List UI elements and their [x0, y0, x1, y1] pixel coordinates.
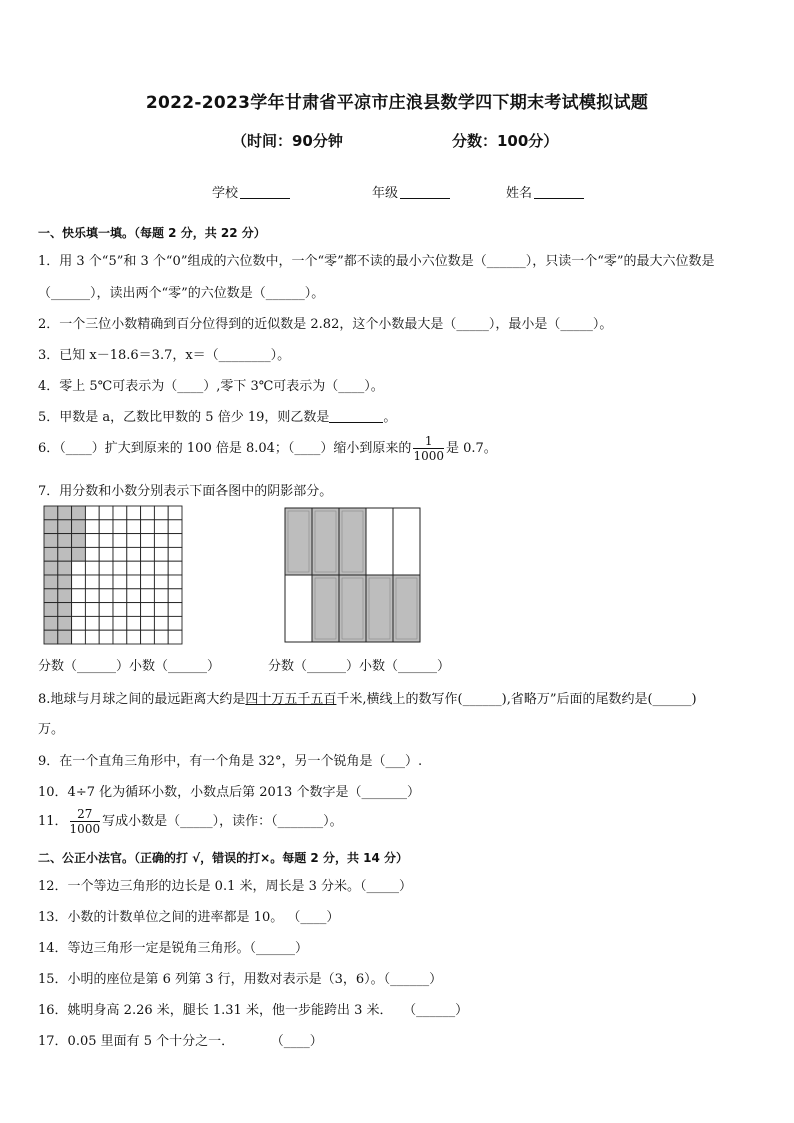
grid-cell-shaded [58, 520, 72, 534]
grid-cell-shaded [44, 589, 58, 603]
question-13: 13．小数的计数单位之间的进率都是 10。 （____） [38, 910, 340, 925]
grid-cell [85, 561, 99, 575]
grid-cell-shaded [58, 561, 72, 575]
question-6 [38, 434, 497, 463]
grid-cell [72, 603, 86, 617]
grid-cell [168, 520, 182, 534]
grid-cell [154, 630, 168, 644]
grid-cell [72, 561, 86, 575]
grid-cell [72, 630, 86, 644]
grid-cell [85, 630, 99, 644]
grid-cell [168, 561, 182, 575]
question-6-text: 6．（____）扩大到原来的 100 倍是 8.04；（____）缩小到原来的 [38, 441, 412, 456]
question-15: 15．小明的座位是第 6 列第 3 行，用数对表示是（3，6）。（______） [38, 972, 443, 987]
strip-cell-shaded [339, 508, 366, 575]
grid-cell-shaded [58, 616, 72, 630]
question-4: 4．零上 5℃可表示为（____）,零下 3℃可表示为（____）。 [38, 379, 384, 394]
grid-cell [168, 575, 182, 589]
strip-cell-shaded [366, 575, 393, 642]
question-11-text: 写成小数是（_____），读作：（_______）。 [102, 814, 343, 829]
grid-cell [127, 547, 141, 561]
grid-cell-shaded [44, 603, 58, 617]
grid-cell [99, 630, 113, 644]
grid-cell-shaded [44, 520, 58, 534]
grid-cell [85, 520, 99, 534]
grid-cell [127, 616, 141, 630]
grade-label: 年级 [372, 186, 399, 201]
grid-cell [99, 534, 113, 548]
grid-cell [154, 547, 168, 561]
grid-cell [85, 603, 99, 617]
question-3: 3．已知 x－18.6＝3.7，x＝（________）。 [38, 348, 291, 363]
grid-cell-shaded [44, 575, 58, 589]
figure-2-answer: 分数（______）小数（______） [268, 659, 451, 674]
question-8-underlined: 四十万五千五百 [245, 692, 337, 707]
grid-cell-shaded [58, 589, 72, 603]
grid-cell [141, 561, 155, 575]
grid-cell [141, 506, 155, 520]
page-title: 2022-2023学年甘肃省平凉市庄浪县数学四下期末考试模拟试题 [145, 93, 649, 113]
section-1-title: 一、快乐填一填。（每题 2 分，共 22 分） [38, 226, 266, 240]
grid-cell [141, 589, 155, 603]
question-6-numerator: 1 [413, 434, 444, 449]
grid-cell [113, 506, 127, 520]
grid-cell [127, 561, 141, 575]
grid-cell [168, 616, 182, 630]
grid-cell [85, 506, 99, 520]
grid-cell [72, 575, 86, 589]
question-11-denominator: 1000 [69, 822, 101, 836]
question-12: 12．一个等边三角形的边长是 0.1 米，周长是 3 分米。（_____） [38, 879, 413, 894]
grid-cell [168, 603, 182, 617]
grid-cell [85, 616, 99, 630]
question-9: 9．在一个直角三角形中，有一个角是 32°，另一个锐角是（___）. [38, 754, 423, 769]
exam-score: 分数：100分） [452, 132, 559, 150]
grid-cell [141, 575, 155, 589]
grid-cell [99, 575, 113, 589]
question-10: 10．4÷7 化为循环小数，小数点后第 2013 个数字是（_______） [38, 785, 420, 800]
grid-cell-shaded [58, 630, 72, 644]
question-5-end: 。 [383, 410, 397, 425]
grid-cell [99, 561, 113, 575]
grid-cell [168, 547, 182, 561]
strip-cell-shaded [285, 508, 312, 575]
grid-cell [127, 520, 141, 534]
grid-cell-shaded [58, 506, 72, 520]
grid-cell [127, 589, 141, 603]
exam-time: （时间：90分钟 [232, 132, 343, 150]
section-2-title: 二、公正小法官。（正确的打 √，错误的打×。每题 2 分，共 14 分） [38, 851, 408, 865]
grid-cell [72, 589, 86, 603]
strip-cell-shaded [312, 508, 339, 575]
grid-cell [99, 603, 113, 617]
grid-cell-shaded [58, 575, 72, 589]
grid-cell [127, 630, 141, 644]
strip-cell-shaded [312, 575, 339, 642]
question-8-text: 8.地球与月球之间的最远距离大约是 [38, 692, 246, 707]
question-8-text-end: 千米,横线上的数写作(______),省略万”后面的尾数约是(______) [336, 692, 697, 707]
school-label: 学校 [212, 186, 239, 201]
grid-cell [154, 575, 168, 589]
grid-cell [113, 561, 127, 575]
grid-cell [154, 589, 168, 603]
question-2: 2．一个三位小数精确到百分位得到的近似数是 2.82，这个小数最大是（_____），最小是（_____）。 [38, 317, 613, 332]
grid-cell [154, 520, 168, 534]
grid-cell-shaded [58, 603, 72, 617]
question-8-line-1 [38, 688, 697, 707]
question-7: 7．用分数和小数分别表示下面各图中的阴影部分。 [38, 484, 333, 499]
grade-blank[interactable] [400, 185, 450, 199]
question-6-denominator: 1000 [413, 449, 444, 463]
grid-cell [154, 616, 168, 630]
question-8-line-2: 万。 [38, 722, 65, 737]
grid-cell [141, 520, 155, 534]
name-label: 姓名 [506, 186, 533, 201]
grid-cell [168, 630, 182, 644]
strip-cell-shaded [393, 575, 420, 642]
question-11-numerator: 27 [70, 807, 101, 822]
figure-1-answer: 分数（______）小数（______） [38, 659, 221, 674]
grid-cell-shaded [58, 534, 72, 548]
grid-cell-shaded [72, 506, 86, 520]
grid-cell-shaded [44, 534, 58, 548]
question-6-end: 是 0.7。 [445, 441, 497, 456]
grid-cell [127, 575, 141, 589]
grid-cell-shaded [58, 547, 72, 561]
grid-cell [113, 520, 127, 534]
grid-cell [85, 589, 99, 603]
grid-cell [141, 547, 155, 561]
question-5-text: 5．甲数是 a，乙数比甲数的 5 倍少 19，则乙数是 [38, 410, 330, 425]
grid-cell [141, 603, 155, 617]
question-14: 14．等边三角形一定是锐角三角形。（______） [38, 941, 309, 956]
hundred-grid-figure [43, 505, 183, 645]
strip-cell [366, 508, 393, 575]
grid-cell [99, 520, 113, 534]
grid-cell [127, 603, 141, 617]
question-11-number: 11． [38, 814, 68, 829]
grid-cell [168, 506, 182, 520]
grid-cell [113, 589, 127, 603]
grid-cell-shaded [44, 547, 58, 561]
name-blank[interactable] [534, 185, 584, 199]
question-6-fraction [413, 434, 444, 463]
grid-cell [141, 534, 155, 548]
grid-cell-shaded [72, 534, 86, 548]
grid-cell [141, 630, 155, 644]
school-blank[interactable] [240, 185, 290, 199]
grid-cell [154, 561, 168, 575]
grid-cell-shaded [44, 616, 58, 630]
grid-cell [127, 506, 141, 520]
grid-cell [99, 506, 113, 520]
question-11-fraction [70, 807, 101, 836]
name-field[interactable] [506, 182, 584, 201]
strip-cell [393, 508, 420, 575]
question-11 [38, 807, 343, 836]
question-1-line-1: 1．用 3 个“5”和 3 个“0”组成的六位数中，一个“零”都不读的最小六位数是（______），只读一个“零”的最大六位数是 [38, 254, 715, 269]
grid-cell [85, 534, 99, 548]
grid-cell [154, 534, 168, 548]
grid-cell [72, 616, 86, 630]
grid-cell [154, 603, 168, 617]
grid-cell [168, 589, 182, 603]
grid-cell [85, 575, 99, 589]
grid-cell-shaded [44, 630, 58, 644]
grid-cell-shaded [72, 520, 86, 534]
grid-cell [113, 534, 127, 548]
strip-figure [284, 507, 422, 645]
strip-cell [285, 575, 312, 642]
question-5-blank[interactable] [329, 410, 383, 423]
grid-cell [141, 616, 155, 630]
school-field[interactable] [212, 182, 290, 201]
question-1-line-2: （______），读出两个“零”的六位数是（______）。 [38, 286, 325, 301]
grid-cell [113, 547, 127, 561]
grid-cell [113, 575, 127, 589]
grid-cell [127, 534, 141, 548]
grid-cell [113, 603, 127, 617]
question-5 [38, 406, 396, 425]
grid-cell [99, 616, 113, 630]
grid-cell [99, 589, 113, 603]
grid-cell-shaded [72, 547, 86, 561]
grid-cell [154, 506, 168, 520]
grid-cell [113, 630, 127, 644]
grid-cell [168, 534, 182, 548]
grid-cell [113, 616, 127, 630]
grid-cell [85, 547, 99, 561]
question-16: 16．姚明身高 2.26 米，腿长 1.31 米，他一步能跨出 3 米． （______） [38, 1003, 469, 1018]
grade-field[interactable] [372, 182, 450, 201]
grid-cell-shaded [44, 506, 58, 520]
grid-cell [99, 547, 113, 561]
question-17: 17．0.05 里面有 5 个十分之一． （____） [38, 1034, 323, 1049]
grid-cell-shaded [44, 561, 58, 575]
strip-cell-shaded [339, 575, 366, 642]
